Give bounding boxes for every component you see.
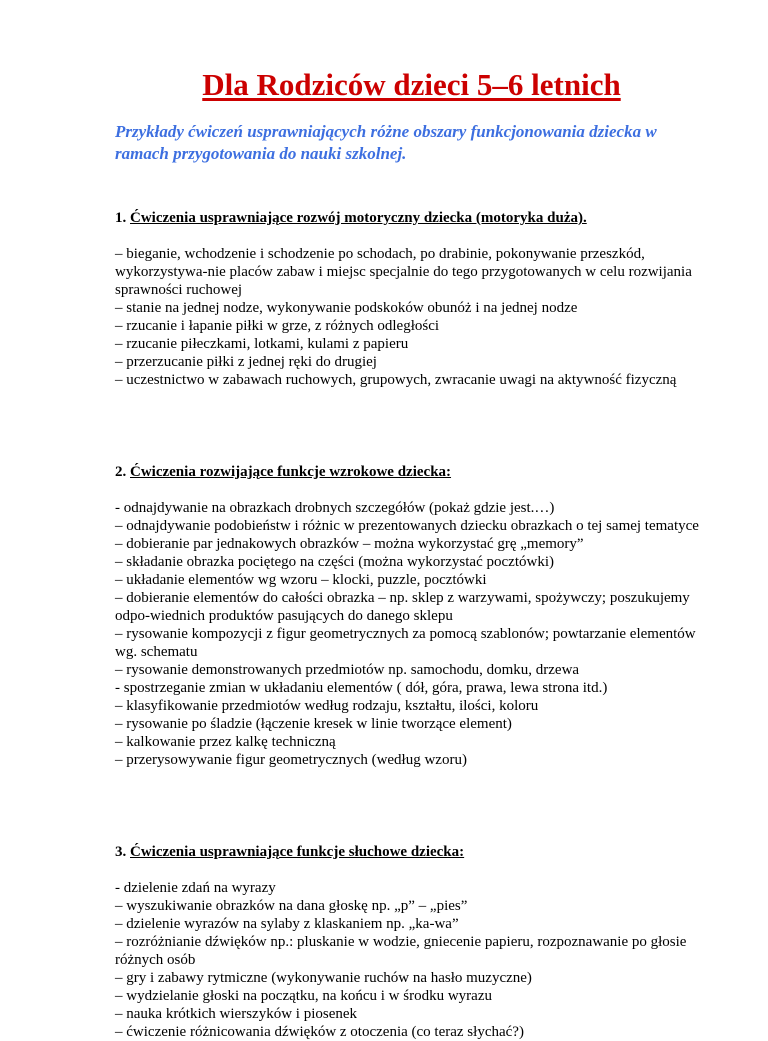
list-item: – bieganie, wchodzenie i schodzenie po schodach, po drabinie, pokonywanie przeszkód, wykorzystywa-nie placów zabaw i miejsc specjalnie do tego przygotowanych w celu rozwijania sprawności ruchowej <box>115 246 692 298</box>
section-heading <box>115 463 708 481</box>
section-visual-functions <box>115 463 708 769</box>
section-auditory-functions <box>115 843 708 1041</box>
section-number: 3. <box>115 844 130 860</box>
list-item: – układanie elementów wg wzoru – klocki, puzzle, pocztówki <box>115 572 487 588</box>
list-item: – stanie na jednej nodze, wykonywanie podskoków obunóż i na jednej nodze <box>115 300 578 316</box>
section-heading-text: Ćwiczenia usprawniające rozwój motoryczny dziecka (motoryka duża). <box>130 210 587 226</box>
section-motor-skills <box>115 209 708 389</box>
exercise-list <box>115 879 708 1041</box>
list-item: – przerzucanie piłki z jednej ręki do drugiej <box>115 354 377 370</box>
list-item: – uczestnictwo w zabawach ruchowych, grupowych, zwracanie uwagi na aktywność fizyczną <box>115 372 677 388</box>
list-item: – składanie obrazka pociętego na części (można wykorzystać pocztówki) <box>115 554 554 570</box>
section-heading <box>115 843 708 861</box>
section-heading-text: Ćwiczenia rozwijające funkcje wzrokowe dziecka: <box>130 464 452 480</box>
list-item: – rysowanie po śladzie (łączenie kresek w linie tworzące element) <box>115 716 512 732</box>
page-subtitle: Przykłady ćwiczeń usprawniających różne obszary funkcjonowania dziecka w ramach przygotowania do nauki szkolnej. <box>115 122 657 163</box>
section-heading-text: Ćwiczenia usprawniające funkcje słuchowe dziecka: <box>130 844 465 860</box>
exercise-list <box>115 499 708 769</box>
list-item: – ćwiczenie różnicowania dźwięków z otoczenia (co teraz słychać?) <box>115 1024 524 1040</box>
section-number: 1. <box>115 210 130 226</box>
list-item: – rysowanie demonstrowanych przedmiotów np. samochodu, domku, drzewa <box>115 662 580 678</box>
list-item: – kalkowanie przez kalkę techniczną <box>115 734 336 750</box>
list-item: – rzucanie piłeczkami, lotkami, kulami z papieru <box>115 336 409 352</box>
list-item: - dzielenie zdań na wyrazy <box>115 880 276 896</box>
list-item: – dobieranie elementów do całości obrazka – np. sklep z warzywami, spożywczy; poszukujemy odpo-wiednich produktów pasujących do danego sklepu <box>115 590 690 624</box>
list-item: – dzielenie wyrazów na sylaby z klaskaniem np. „ka-wa” <box>115 916 459 932</box>
list-item: – odnajdywanie podobieństw i różnic w prezentowanych dziecku obrazkach o tej samej tematyce <box>115 518 699 534</box>
list-item: - odnajdywanie na obrazkach drobnych szczegółów (pokaż gdzie jest.…) <box>115 500 555 516</box>
list-item: – dobieranie par jednakowych obrazków – można wykorzystać grę „memory” <box>115 536 584 552</box>
list-item: - spostrzeganie zmian w układaniu elementów ( dół, góra, prawa, lewa strona itd.) <box>115 680 608 696</box>
list-item: – rysowanie kompozycji z figur geometrycznych za pomocą szablonów; powtarzanie elementów wg. schematu <box>115 626 696 660</box>
exercise-list <box>115 245 708 389</box>
list-item: – wyszukiwanie obrazków na dana głoskę np. „p” – „pies” <box>115 898 468 914</box>
list-item: – klasyfikowanie przedmiotów według rodzaju, kształtu, ilości, koloru <box>115 698 539 714</box>
page-title: Dla Rodziców dzieci 5–6 letnich <box>202 67 621 102</box>
list-item: – przerysowywanie figur geometrycznych (według wzoru) <box>115 752 467 768</box>
list-item: – nauka krótkich wierszyków i piosenek <box>115 1006 358 1022</box>
list-item: – gry i zabawy rytmiczne (wykonywanie ruchów na hasło muzyczne) <box>115 970 532 986</box>
list-item: – rzucanie i łapanie piłki w grze, z różnych odległości <box>115 318 440 334</box>
section-heading <box>115 209 708 227</box>
section-number: 2. <box>115 464 130 480</box>
list-item: – rozróżnianie dźwięków np.: pluskanie w wodzie, gniecenie papieru, rozpoznawanie po głosie różnych osób <box>115 934 687 968</box>
list-item: – wydzielanie głoski na początku, na końcu i w środku wyrazu <box>115 988 492 1004</box>
